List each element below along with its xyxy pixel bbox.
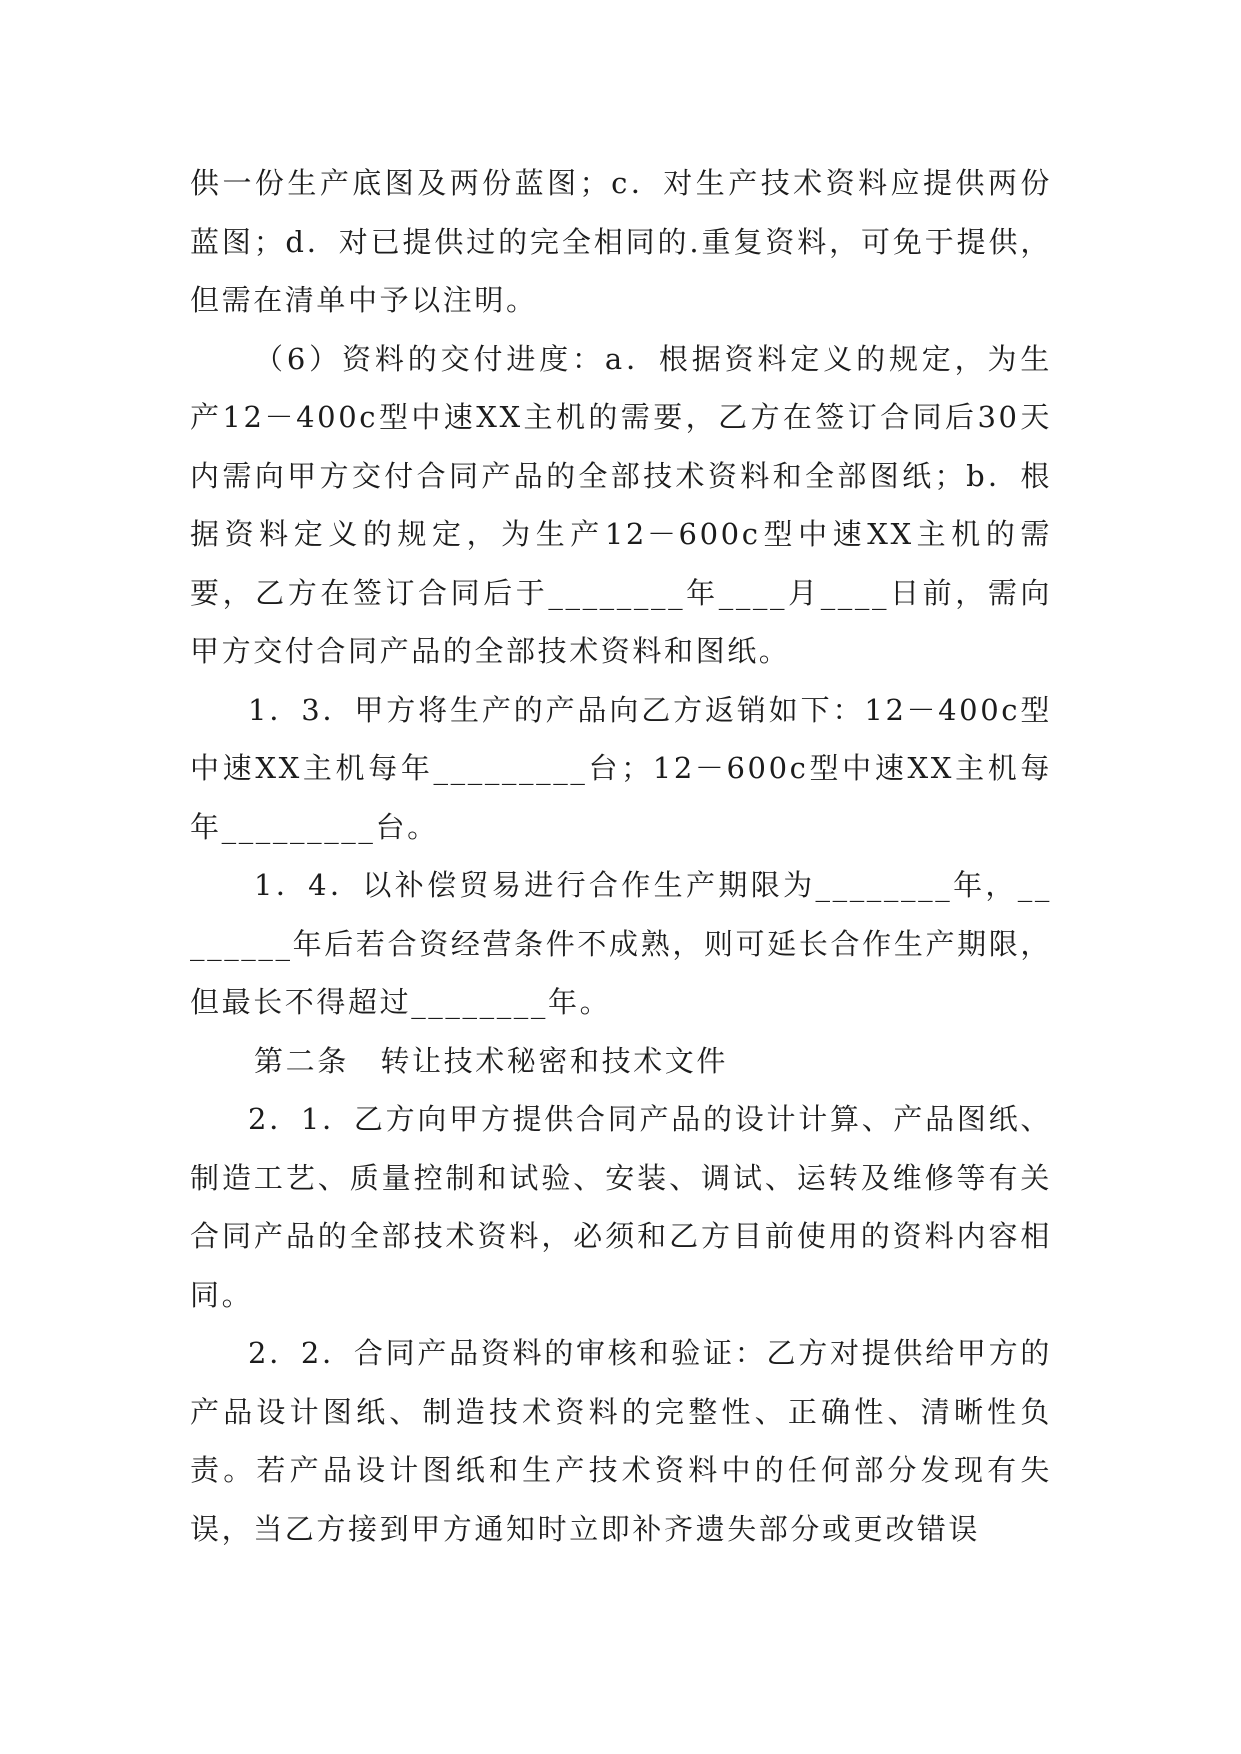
- paragraph-continuation: 供一份生产底图及两份蓝图；c．对生产技术资料应提供两份蓝图；d．对已提供过的完全相同的.重复资料，可免于提供，但需在清单中予以注明。: [190, 166, 1052, 317]
- paragraph-1-4: 1．4．以补偿贸易进行合作生产期限为________年，________年后若合资经营条件不成熟，则可延长合作生产期限，但最长不得超过________年。: [190, 868, 1052, 1019]
- paragraph-1-3: 1．3．甲方将生产的产品向乙方返销如下：12－400c型中速XX主机每年_________台；12－600c型中速XX主机每年_________台。: [190, 692, 1052, 844]
- paragraph-2-1: 2．1．乙方向甲方提供合同产品的设计计算、产品图纸、制造工艺、质量控制和试验、安装、调试、运转及维修等有关合同产品的全部技术资料，必须和乙方目前使用的资料内容相同。: [190, 1102, 1052, 1312]
- article-two-heading: 第二条 转让技术秘密和技术文件: [254, 1043, 729, 1078]
- paragraph-2-2: 2．2．合同产品资料的审核和验证：乙方对提供给甲方的产品设计图纸、制造技术资料的完整性、正确性、清晰性负责。若产品设计图纸和生产技术资料中的任何部分发现有失误，当乙方接到甲方通知时立即补齐遗失部分或更改错误: [190, 1336, 1052, 1546]
- paragraph-delivery-schedule: （6）资料的交付进度：a．根据资料定义的规定，为生产12－400c型中速XX主机的需要，乙方在签订合同后30天内需向甲方交付合同产品的全部技术资料和全部图纸；b．根据资料定义的规定，为生产12－600c型中速XX主机的需要，乙方在签订合同后于________年____月____日前，需向甲方交付合同产品的全部技术资料和图纸。: [190, 341, 1052, 668]
- document-body: [190, 154, 1052, 1558]
